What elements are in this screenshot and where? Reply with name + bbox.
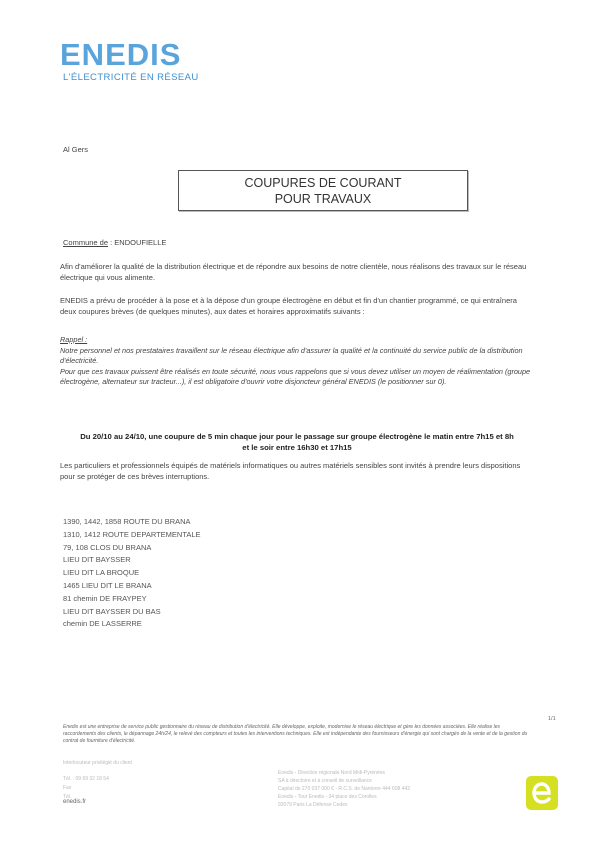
footer-contact-line: Tél. <box>63 794 72 800</box>
rappel-title: Rappel : <box>60 335 88 344</box>
enedis-e-icon <box>526 776 558 810</box>
footer-info-line: 92079 Paris La Défense Cedex <box>278 802 348 808</box>
footer-company-info <box>278 769 478 809</box>
schedule-block <box>60 432 534 453</box>
footer-contact-line: Tél. : 09 69 32 18 54 <box>63 776 109 782</box>
address-item: LIEU DIT BAYSSER DU BAS <box>63 606 161 616</box>
enedis-logo: ENEDIS <box>60 37 182 72</box>
title-line-2: POUR TRAVAUX <box>274 192 372 206</box>
address-item: LIEU DIT BAYSSER <box>63 555 131 565</box>
footer-info-line: Capital de 270 037 000 € - R.C.S. de Nanterre 444 608 442 <box>278 786 411 792</box>
commune-line <box>63 238 166 247</box>
footer-contact-lines <box>63 775 109 802</box>
footer-contact-title: Interlocuteur privilégié du client <box>63 760 132 766</box>
footer-info-line: Enedis - Direction régionale Nord Midi-Pyrénées <box>278 770 385 776</box>
footer-info-line: Enedis - Tour Enedis - 34 place des Corolles <box>278 794 377 800</box>
rappel-line-2: Pour que ces travaux puissent être réalisés en toute sécurité, nous vous rappelons que si vous devez utiliser un moyen de réalimentation (groupe électrogène, alternateur sur tracteur...), il est obligatoire d'ouvrir votre disjoncteur général ENEDIS (le positionner sur 0). <box>60 366 531 386</box>
logo-tagline: L'ÉLECTRICITÉ EN RÉSEAU <box>63 72 199 83</box>
footer-contact-line: Fax <box>63 785 72 791</box>
address-item: 79, 108 CLOS DU BRANA <box>63 542 152 552</box>
title-box <box>178 170 468 211</box>
legal-notice: Enedis est une entreprise de service public gestionnaire du réseau de distribution d'électricité. Elle développe, exploite, modernise le réseau électrique et gère les données associées. Elle réalise les raccordements des clients, le dépannage 24h/24, le relevé des compteurs et toutes les interventions techniques. Elle est indépendante des fournisseurs d'énergie qui sont chargés de la vente et de la gestion du contrat de fourniture d'électricité. <box>63 724 528 744</box>
address-list <box>63 516 201 631</box>
address-item: 1390, 1442, 1858 ROUTE DU BRANA <box>63 517 191 526</box>
page-number: 1/1 <box>548 716 556 722</box>
address-item: 81 chemin DE FRAYPEY <box>63 593 147 603</box>
rappel-line-1: Notre personnel et nos prestataires travaillent sur le réseau électrique afin d'assurer la qualité et la continuité du service public de la distribution d'électricité. <box>60 345 523 365</box>
title-line-1: COUPURES DE COURANT <box>244 176 402 190</box>
address-item: 1310, 1412 ROUTE DEPARTEMENTALE <box>63 529 201 539</box>
devices-paragraph: Les particuliers et professionnels équipés de matériels informatiques ou autres matériels sensibles sont invités à prendre leurs dispositions pour se protéger de ces brèves interruptions. <box>60 461 521 481</box>
rappel-block <box>60 335 534 388</box>
address-item: LIEU DIT LA BROQUE <box>63 568 140 578</box>
location-label: Al Gers <box>63 145 89 154</box>
commune-value: : ENDOUFIELLE <box>108 238 167 247</box>
footer-website-link[interactable]: enedis.fr <box>63 799 87 805</box>
address-item: 1465 LIEU DIT LE BRANA <box>63 580 152 590</box>
schedule-line-1: Du 20/10 au 24/10, une coupure de 5 min chaque jour pour le passage sur groupe électrogène le matin entre 7h15 et 8h <box>80 432 514 441</box>
schedule-line-2: et le soir entre 16h30 et 17h15 <box>242 442 352 452</box>
intro-paragraph: Afin d'améliorer la qualité de la distribution électrique et de répondre aux besoins de notre clientèle, nous réalisons des travaux sur le réseau électrique qui vous alimente. <box>60 262 527 282</box>
plan-paragraph: ENEDIS a prévu de procéder à la pose et à la dépose d'un groupe électrogène en début et fin d'un chantier programmé, ce qui entraînera deux coupures brèves (de quelques minutes), aux dates et horaires approximatifs suivants : <box>60 296 517 316</box>
address-item: chemin DE LASSERRE <box>63 619 142 629</box>
footer-info-line: SA à directoire et à conseil de surveillance <box>278 778 372 784</box>
commune-label: Commune de <box>63 238 109 247</box>
